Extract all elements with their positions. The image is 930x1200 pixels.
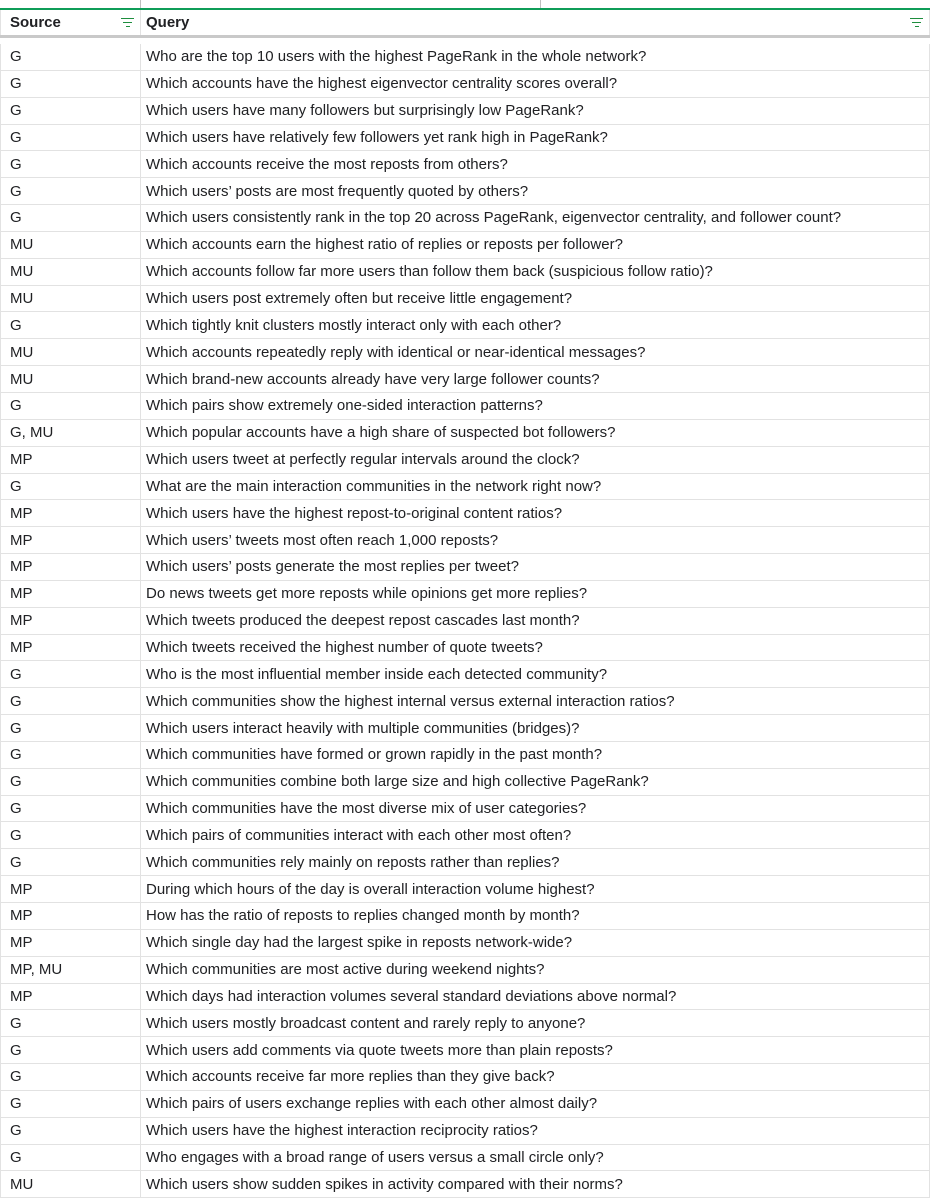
- source-cell[interactable]: MP: [0, 635, 141, 661]
- query-cell[interactable]: Which users have the highest interaction reciprocity ratios?: [141, 1118, 930, 1144]
- source-cell[interactable]: G: [0, 849, 141, 875]
- query-cell[interactable]: Who engages with a broad range of users versus a small circle only?: [141, 1145, 930, 1171]
- query-cell[interactable]: During which hours of the day is overall interaction volume highest?: [141, 876, 930, 902]
- table-row: [0, 286, 930, 313]
- header-cell-source[interactable]: [0, 10, 141, 35]
- source-cell[interactable]: MP: [0, 876, 141, 902]
- table-row: [0, 393, 930, 420]
- header-cell-query[interactable]: [141, 10, 930, 35]
- column-divider[interactable]: [540, 0, 541, 8]
- query-cell[interactable]: Who are the top 10 users with the highest PageRank in the whole network?: [141, 44, 930, 70]
- query-cell[interactable]: Which users add comments via quote tweets more than plain reposts?: [141, 1037, 930, 1063]
- table-row: [0, 930, 930, 957]
- source-cell[interactable]: G: [0, 71, 141, 97]
- table-row: [0, 125, 930, 152]
- query-cell[interactable]: Which single day had the largest spike in reposts network-wide?: [141, 930, 930, 956]
- query-cell[interactable]: Which users mostly broadcast content and rarely reply to anyone?: [141, 1010, 930, 1036]
- table-body: [0, 44, 930, 1198]
- table-row: [0, 71, 930, 98]
- query-cell[interactable]: Which accounts earn the highest ratio of replies or reposts per follower?: [141, 232, 930, 258]
- table-row: [0, 232, 930, 259]
- table-row: [0, 849, 930, 876]
- table-row: [0, 903, 930, 930]
- source-cell[interactable]: MP: [0, 581, 141, 607]
- source-cell[interactable]: MP: [0, 447, 141, 473]
- query-cell[interactable]: Which users post extremely often but receive little engagement?: [141, 286, 930, 312]
- table-row: [0, 447, 930, 474]
- source-cell[interactable]: MP: [0, 527, 141, 553]
- source-cell[interactable]: MP: [0, 500, 141, 526]
- query-cell[interactable]: What are the main interaction communities in the network right now?: [141, 474, 930, 500]
- source-cell[interactable]: G: [0, 715, 141, 741]
- source-cell[interactable]: G: [0, 688, 141, 714]
- query-cell[interactable]: Which users have many followers but surprisingly low PageRank?: [141, 98, 930, 124]
- source-cell[interactable]: G: [0, 151, 141, 177]
- table-row: [0, 312, 930, 339]
- column-divider[interactable]: [140, 0, 141, 8]
- source-cell[interactable]: G, MU: [0, 420, 141, 446]
- query-cell[interactable]: Which tweets produced the deepest repost cascades last month?: [141, 608, 930, 634]
- table-row: [0, 554, 930, 581]
- source-cell[interactable]: G: [0, 178, 141, 204]
- source-cell[interactable]: MP: [0, 903, 141, 929]
- table-row: [0, 1171, 930, 1198]
- table-row: [0, 796, 930, 823]
- query-cell[interactable]: Which communities show the highest internal versus external interaction ratios?: [141, 688, 930, 714]
- query-cell[interactable]: Which pairs of communities interact with each other most often?: [141, 822, 930, 848]
- query-cell[interactable]: Which users have the highest repost-to-original content ratios?: [141, 500, 930, 526]
- table-row: [0, 742, 930, 769]
- query-cell[interactable]: Which pairs of users exchange replies with each other almost daily?: [141, 1091, 930, 1117]
- header-label-query: Query: [146, 14, 190, 31]
- query-cell[interactable]: Which popular accounts have a high share of suspected bot followers?: [141, 420, 930, 446]
- query-cell[interactable]: Which accounts receive far more replies than they give back?: [141, 1064, 930, 1090]
- table-row: [0, 1145, 930, 1172]
- source-cell[interactable]: MP: [0, 608, 141, 634]
- table-row: [0, 1037, 930, 1064]
- source-cell[interactable]: MP: [0, 554, 141, 580]
- table-row: [0, 715, 930, 742]
- source-cell[interactable]: MP: [0, 984, 141, 1010]
- table-row: [0, 661, 930, 688]
- table-row: [0, 527, 930, 554]
- source-cell[interactable]: G: [0, 44, 141, 70]
- query-cell[interactable]: Which users have relatively few followers yet rank high in PageRank?: [141, 125, 930, 151]
- source-cell[interactable]: G: [0, 1037, 141, 1063]
- source-cell[interactable]: G: [0, 661, 141, 687]
- query-cell[interactable]: Which communities have the most diverse mix of user categories?: [141, 796, 930, 822]
- source-cell[interactable]: G: [0, 98, 141, 124]
- table-row: [0, 822, 930, 849]
- table-row: [0, 581, 930, 608]
- source-cell[interactable]: MU: [0, 232, 141, 258]
- source-cell[interactable]: G: [0, 205, 141, 231]
- query-cell[interactable]: Which users interact heavily with multiple communities (bridges)?: [141, 715, 930, 741]
- query-cell[interactable]: Which users tweet at perfectly regular intervals around the clock?: [141, 447, 930, 473]
- filter-icon[interactable]: [121, 18, 134, 28]
- query-cell[interactable]: Which users’ posts are most frequently quoted by others?: [141, 178, 930, 204]
- source-cell[interactable]: G: [0, 1091, 141, 1117]
- table-row: [0, 1091, 930, 1118]
- table-row: [0, 205, 930, 232]
- query-cell[interactable]: Which users consistently rank in the top 20 across PageRank, eigenvector centrality, and follower count?: [141, 205, 930, 231]
- query-cell[interactable]: Which days had interaction volumes several standard deviations above normal?: [141, 984, 930, 1010]
- table-row: [0, 1118, 930, 1145]
- table-row: [0, 420, 930, 447]
- source-cell[interactable]: G: [0, 393, 141, 419]
- query-cell[interactable]: Which users show sudden spikes in activity compared with their norms?: [141, 1171, 930, 1197]
- table-row: [0, 44, 930, 71]
- query-cell[interactable]: How has the ratio of reposts to replies changed month by month?: [141, 903, 930, 929]
- source-cell[interactable]: G: [0, 474, 141, 500]
- query-cell[interactable]: Which accounts repeatedly reply with identical or near-identical messages?: [141, 339, 930, 365]
- column-header-strip: [0, 0, 930, 10]
- table-row: [0, 178, 930, 205]
- table-row: [0, 474, 930, 501]
- query-cell[interactable]: Which users’ tweets most often reach 1,000 reposts?: [141, 527, 930, 553]
- table-row: [0, 1010, 930, 1037]
- source-cell[interactable]: MU: [0, 259, 141, 285]
- table-row: [0, 984, 930, 1011]
- query-cell[interactable]: Which communities are most active during weekend nights?: [141, 957, 930, 983]
- query-cell[interactable]: Which accounts have the highest eigenvector centrality scores overall?: [141, 71, 930, 97]
- source-cell[interactable]: G: [0, 796, 141, 822]
- source-cell[interactable]: G: [0, 822, 141, 848]
- table-row: [0, 1064, 930, 1091]
- query-cell[interactable]: Which tightly knit clusters mostly interact only with each other?: [141, 312, 930, 338]
- source-cell[interactable]: G: [0, 742, 141, 768]
- query-cell[interactable]: Which communities have formed or grown rapidly in the past month?: [141, 742, 930, 768]
- query-cell[interactable]: Which communities combine both large size and high collective PageRank?: [141, 769, 930, 795]
- source-cell[interactable]: G: [0, 312, 141, 338]
- table-row: [0, 769, 930, 796]
- source-cell[interactable]: MP, MU: [0, 957, 141, 983]
- query-cell[interactable]: Which pairs show extremely one-sided interaction patterns?: [141, 393, 930, 419]
- query-cell[interactable]: Which accounts receive the most reposts from others?: [141, 151, 930, 177]
- table-row: [0, 98, 930, 125]
- query-cell[interactable]: Which communities rely mainly on reposts rather than replies?: [141, 849, 930, 875]
- query-cell[interactable]: Who is the most influential member inside each detected community?: [141, 661, 930, 687]
- table-row: [0, 957, 930, 984]
- table-row: [0, 339, 930, 366]
- source-cell[interactable]: G: [0, 1064, 141, 1090]
- table-row: [0, 688, 930, 715]
- source-cell[interactable]: G: [0, 1010, 141, 1036]
- source-cell[interactable]: MP: [0, 930, 141, 956]
- table-row: [0, 608, 930, 635]
- source-cell[interactable]: G: [0, 769, 141, 795]
- source-cell[interactable]: MU: [0, 286, 141, 312]
- query-cell[interactable]: Which accounts follow far more users than follow them back (suspicious follow ratio)?: [141, 259, 930, 285]
- query-cell[interactable]: Do news tweets get more reposts while opinions get more replies?: [141, 581, 930, 607]
- source-cell[interactable]: G: [0, 1118, 141, 1144]
- table-row: [0, 500, 930, 527]
- table-row: [0, 259, 930, 286]
- source-cell[interactable]: G: [0, 125, 141, 151]
- query-cell[interactable]: Which brand-new accounts already have very large follower counts?: [141, 366, 930, 392]
- source-cell[interactable]: MU: [0, 1171, 141, 1197]
- table-row: [0, 151, 930, 178]
- source-cell[interactable]: G: [0, 1145, 141, 1171]
- filter-icon[interactable]: [910, 18, 923, 28]
- query-cell[interactable]: Which tweets received the highest number of quote tweets?: [141, 635, 930, 661]
- table-row: [0, 635, 930, 662]
- source-cell[interactable]: MU: [0, 339, 141, 365]
- header-row: [0, 10, 930, 38]
- source-cell[interactable]: MU: [0, 366, 141, 392]
- query-cell[interactable]: Which users’ posts generate the most replies per tweet?: [141, 554, 930, 580]
- header-label-source: Source: [10, 14, 61, 31]
- table-row: [0, 366, 930, 393]
- table-row: [0, 876, 930, 903]
